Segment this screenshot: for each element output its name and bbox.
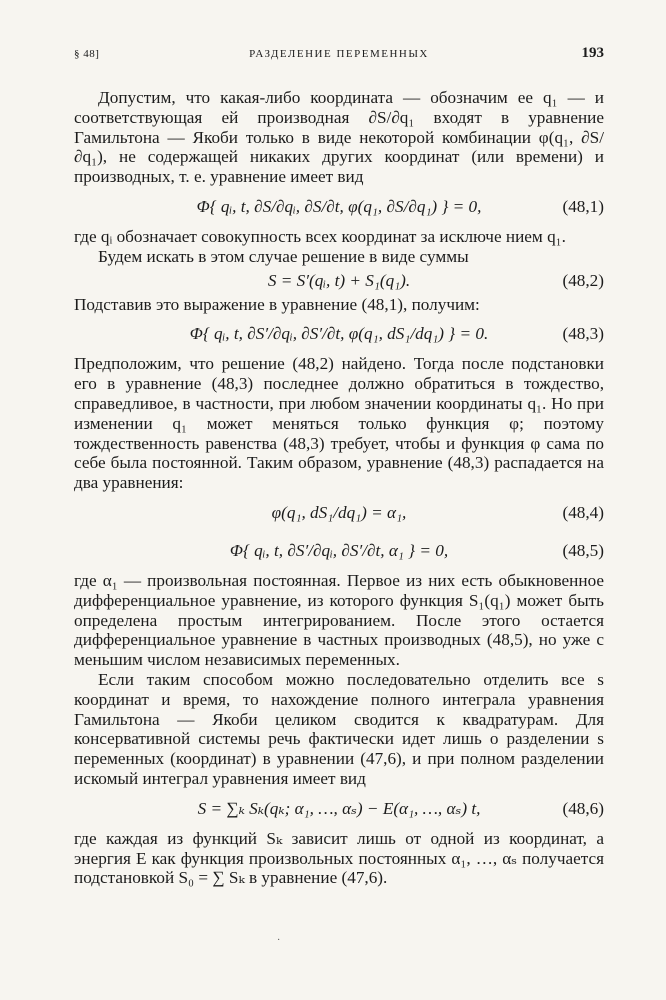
book-page: [74, 45, 604, 888]
equation-number: (48,1): [562, 197, 604, 217]
paragraph-8: где каждая из функций Sₖ зависит лишь от одной из координат, а энергия E как функция произвольных постоянных α₁, …, αₛ получается подстановкой S₀ = ∑ Sₖ в уравнение (47,6).: [74, 828, 604, 888]
equation-48-5: [74, 533, 604, 569]
page-number: 193: [581, 45, 604, 61]
running-header: [74, 45, 604, 70]
paragraph-3: Будем искать в этом случае решение в виде суммы: [98, 246, 469, 266]
page-body: [74, 88, 604, 888]
equation-number: (48,4): [562, 503, 604, 523]
equation-48-2: [74, 269, 604, 293]
equation-number: (48,5): [562, 541, 604, 561]
equation-number: (48,3): [562, 324, 604, 344]
print-speck: ·: [277, 935, 281, 946]
paragraph-7: Если таким способом можно последовательно отделить все s координат и время, то нахождение полного интеграла уравнения Гамильтона — Якоби целиком сводится к квадратурам. Для консервативной системы речь фактически идет лишь о разделении s переменных (координат) в уравнении (47,6), и при полном разделении искомый интеграл уравнения имеет вид: [74, 669, 604, 788]
equation-formula: Φ{ qᵢ, t, ∂S′/∂qᵢ, ∂S′/∂t, α₁ } = 0,: [229, 541, 449, 561]
equation-formula: S = S′(qᵢ, t) + S₁(q₁).: [267, 270, 411, 290]
equation-48-3: [74, 316, 604, 352]
equation-number: (48,6): [562, 798, 604, 818]
paragraph-2: где qᵢ обозначает совокупность всех координат за исключе нием q₁.: [74, 226, 566, 246]
equation-48-4: [74, 495, 604, 531]
paragraph-5: Предположим, что решение (48,2) найдено. Тогда после подстановки его в уравнение (48,3) последнее должно обратиться в тождество, справедливое, в частности, при любом значении координаты q₁. Но при изменении q₁ может меняться только функция φ; поэтому тождественность равенства (48,3) требует, чтобы и функция φ сама по себе была постоянной. Таким образом, уравнение (48,3) распадается на два уравнения:: [74, 354, 604, 493]
equation-formula: Φ{ qᵢ, t, ∂S/∂qᵢ, ∂S/∂t, φ(q₁, ∂S/∂q₁) } = 0,: [196, 197, 482, 217]
equation-48-6: [74, 791, 604, 827]
running-title: РАЗДЕЛЕНИЕ ПЕРЕМЕННЫХ: [249, 48, 429, 60]
equation-48-1: [74, 189, 604, 225]
paragraph-4: Подставив это выражение в уравнение (48,1), получим:: [74, 294, 480, 314]
equation-formula: Φ{ qᵢ, t, ∂S′/∂qᵢ, ∂S′/∂t, φ(q₁, dS₁/dq₁) } = 0.: [189, 324, 489, 344]
equation-formula: φ(q₁, dS₁/dq₁) = α₁,: [271, 503, 407, 523]
equation-number: (48,2): [562, 270, 604, 290]
paragraph-6: где α₁ — произвольная постоянная. Первое из них есть обыкновенное дифференциальное уравнение, из которого функция S₁(q₁) может быть определена простым интегрированием. После этого остается дифференциальное уравнение в частных производных (48,5), но уже с меньшим числом независимых переменных.: [74, 570, 604, 670]
equation-formula: S = ∑ₖ Sₖ(qₖ; α₁, …, αₛ) − E(α₁, …, αₛ) t,: [197, 798, 481, 818]
paragraph-1: Допустим, что какая-либо координата — обозначим ее q₁ — и соответствующая ей производная ∂S/∂q₁ входят в уравнение Гамильтона — Якоби только в виде некоторой комбинации φ(q₁, ∂S/∂q₁), не содержащей никаких других координат (или времени) и производных, т. е. уравнение имеет вид: [74, 88, 604, 187]
section-marker: § 48]: [74, 48, 100, 60]
